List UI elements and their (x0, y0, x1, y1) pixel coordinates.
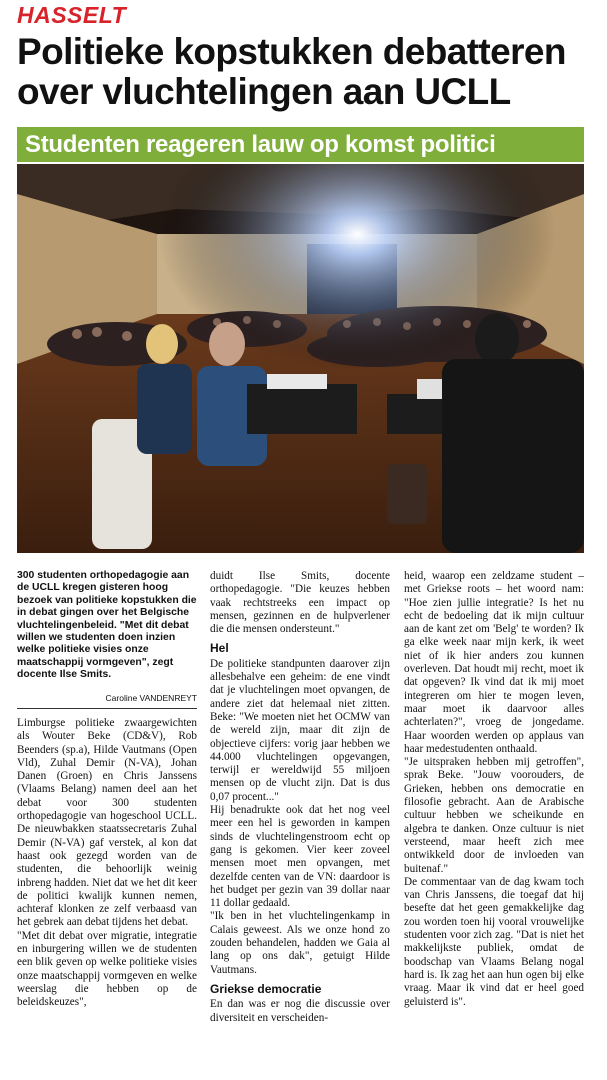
article-body (17, 570, 584, 1080)
paragraph: "Met dit debat over migratie, integratie en inburgering willen we de studenten een blik geven op welke politieke visies onze maatschappij vormgeven en welke weerslag die hebben op de beleidskeuzes", (17, 929, 197, 1009)
paragraph: En dan was er nog die discussie over diversiteit en verscheiden- (210, 998, 390, 1024)
section-kicker: HASSELT (17, 2, 127, 28)
paragraph: "Ik ben in het vluchtelingenkamp in Calais geweest. Als we onze hond zo zouden behandelen, hadden we Gaia al lang op ons dak", getuigt Hilde Vautmans. (210, 910, 390, 976)
paragraph: Hij benadrukte ook dat het nog veel meer een hel is geworden in kampen sinds de vluchtelingenstroom echt op gang is gekomen. Vier keer zoveel mensen moet men opvangen, met dezelfde centen van de VN: daardoor is het budget per gezin van 39 dollar naar 11 dollar gedaald. (210, 804, 390, 910)
paragraph: De politieke standpunten daarover zijn allesbehalve een geheim: de ene vindt dat je vluchtelingen moet opvangen, de andere ziet dat helemaal niet zitten. Beke: "We moeten niet het OCMW van de wereld zijn, maar dit zijn de objectieve cijfers: vorig jaar hebben we 44.000 vluchtelingen opgevangen, terwijl er wereldwijd 55 miljoen mensen op de vlucht zijn. Dat is dus 0,07 procent..." (210, 657, 390, 803)
subhead-hel: Hel (210, 641, 229, 656)
debate-hall-image (17, 164, 584, 553)
paragraph: heid, waarop een zeldzame student – met Griekse roots – het woord nam: "Hoe zien jullie integratie? Is het nu echt de bedoeling dat ik mijn cultuur aan de kant zet om 'Belg' te worden? Ik ga elke week naar mijn kerk, ik weet niet of ik hier anders zou kunnen overleven. Dat houdt mij recht, moet ik dat opgeven? Ik vind dat ik mij moet integreren om hier te mogen leven, maar moet ik daarvoor alles achterlaten?", vroeg de jongedame. Haar woorden werden op applaus van haar medestudenten onthaald. (404, 570, 584, 755)
headline: Politieke kopstukken debatteren over vluchtelingen aan UCLL (17, 31, 566, 112)
paragraph: Limburgse politieke zwaargewichten als Wouter Beke (CD&V), Rob Beenders (sp.a), Hilde Vautmans (Open Vld), Zuhal Demir (N-VA), Johan Danen (Groen) en Chris Janssens (Vlaams Belang) namen deel aan het debat voor 300 studenten orthopedagogie van hogeschool UCLL. De nieuwbakken staatssecretaris Zuhal Demir (N-VA) gaf verstek, al kon dat haast ook gezegd worden van de studenten, die behoorlijk weinig inbreng hadden. Niet dat we het dit keer de politici kwalijk kunnen nemen, achteraf klonken ze zelf verbaasd van het gebrek aan debat tijdens het debat. (17, 716, 197, 929)
paragraph: De commentaar van de dag kwam toch van Chris Janssens, die toegaf dat hij besefte dat het geen gemakkelijke dag zou worden toen hij vooral vrouwelijke studenten voor zich zag. "Dat is niet het makkelijkste publiek, omdat de boodschap van Vlaams Belang nogal hard is. Ik zag het aan hun ogen bij elke vraag. Maar ik vind dat er heel goed geluisterd is". (404, 875, 584, 1008)
paragraph: "Je uitspraken hebben mij getroffen", sprak Beke. "Jouw voorouders, de Grieken, hebben ons democratie en filosofie gebracht. Aan de Arabische cultuur hebben we scheikunde en algebra te danken. Onze cultuur is niet versteend, maar heeft zich mee ontwikkeld door de invloeden van buitenaf." (404, 756, 584, 875)
column-2 (210, 570, 390, 1025)
article-photo (17, 164, 584, 553)
article-intro: 300 studenten orthopedagogie aan de UCLL kregen gisteren hoog bezoek van politieke kopstukken die in debat gingen over het Belgische vluchtelingenbeleid. "Met dit debat willen we studenten doen inzien welke politieke visies onze maatschappij vormgeven", zegt docente Ilse Smits. (17, 570, 197, 681)
byline: Caroline VANDENREYT (17, 682, 197, 709)
subheadline-bar: Studenten reageren lauw op komst politici (17, 127, 584, 162)
subhead-griekse-democratie: Griekse democratie (210, 981, 322, 996)
column-3 (404, 570, 584, 1009)
paragraph: duidt Ilse Smits, docente orthopedagogie. "Die keuzes hebben vaak rechtstreeks een impact op mensen, gezinnen en de hulpverlener die die mensen ondersteunt." (210, 570, 390, 636)
column-1 (17, 570, 197, 1009)
